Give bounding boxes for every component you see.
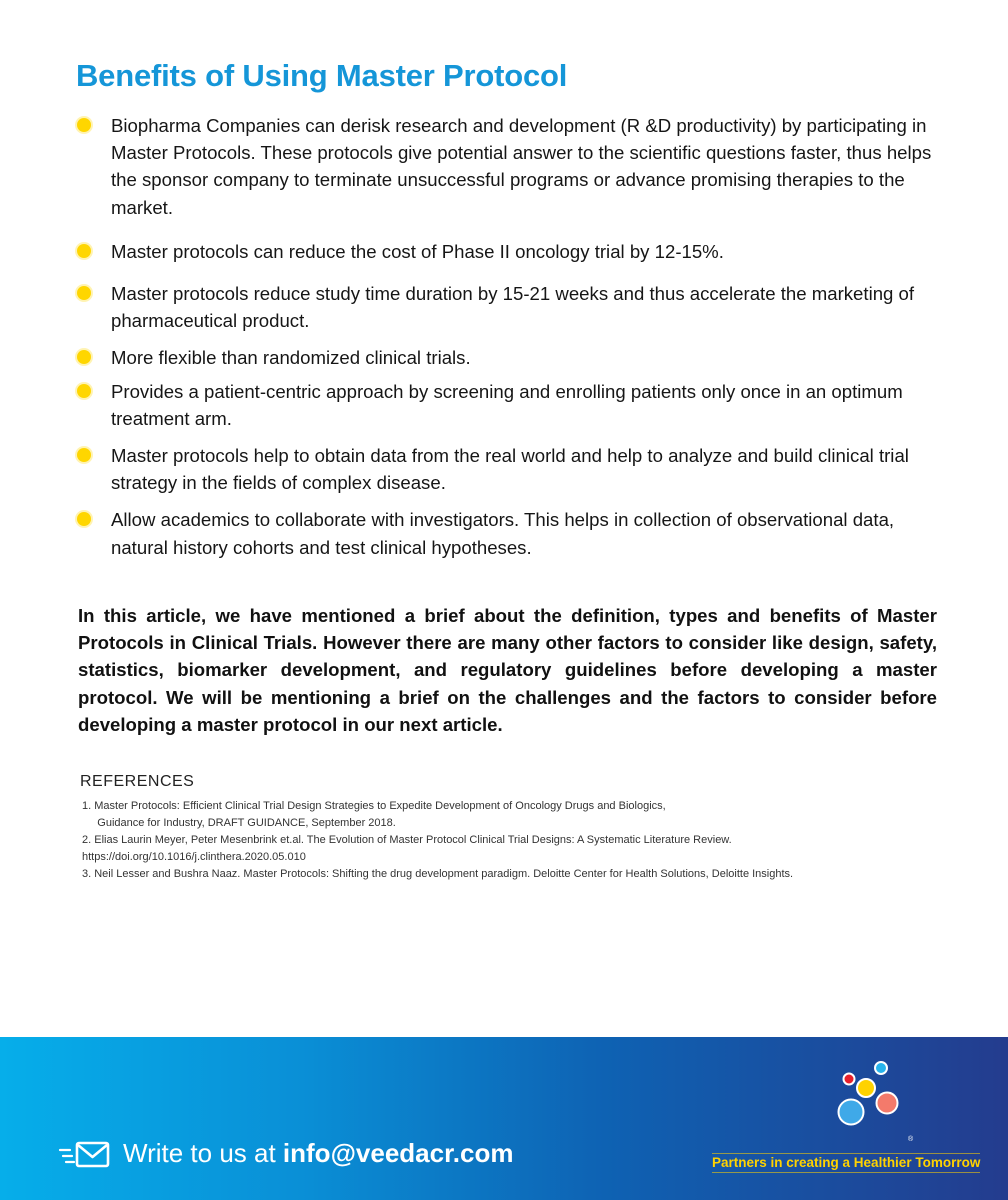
list-item-text: Biopharma Companies can derisk research and development (R &D productivity) by participating in Master Protocols. These protocols give potential answer to the scientific questions faster, thus helps the sponsor company to terminate unsuccessful programs or advance promising therapies to the market. [111, 115, 932, 218]
list-item-text: More flexible than randomized clinical trials. [111, 347, 471, 369]
bullet-dot-icon [77, 286, 91, 300]
references-heading: REFERENCES [80, 773, 195, 790]
reference-line: 3. Neil Lesser and Bushra Naaz. Master Protocols: Shifting the drug development paradigm. Deloitte Center for Health Solutions, Deloitte Insights. [82, 868, 794, 880]
list-item-text: Master protocols reduce study time duration by 15-21 weeks and thus accelerate the marketing of pharmaceutical product. [111, 283, 915, 332]
bullet-dot-icon [77, 118, 91, 132]
bullet-dot-icon [77, 350, 91, 364]
mail-icon [58, 1141, 112, 1169]
list-item-text: Master protocols help to obtain data from the real world and help to analyze and build clinical trial strategy in the fields of complex disease. [111, 445, 909, 494]
benefits-list [76, 112, 938, 561]
list-item [76, 112, 938, 221]
list-item-text: Provides a patient-centric approach by screening and enrolling patients only once in an optimum treatment arm. [111, 380, 903, 429]
reference-line: Guidance for Industry, DRAFT GUIDANCE, September 2018. [82, 817, 396, 829]
contact-line [123, 1138, 513, 1169]
logo-bubbles-icon [830, 1055, 910, 1135]
conclusion-paragraph: In this article, we have mentioned a brief about the definition, types and benefits of Master Protocols in Clinical Trials. However there are many other factors to consider like design, safety, statistics, biomarker development, and regulatory guidelines before developing a master protocol. We will be mentioning a brief on the challenges and the factors to consider before developing a master protocol in our next article. [78, 605, 937, 735]
reference-link[interactable]: https://doi.org/10.1016/j.clinthera.2020.05.010 [82, 851, 306, 863]
bullet-dot-icon [77, 512, 91, 526]
list-item [76, 506, 938, 560]
tagline: Partners in creating a Healthier Tomorrow [712, 1153, 980, 1173]
email-link[interactable]: info@veedacr.com [282, 1138, 514, 1168]
references-list [82, 798, 982, 883]
list-item-text: Allow academics to collaborate with investigators. This helps in collection of observational data, natural history cohorts and test clinical hypotheses. [111, 509, 895, 558]
contact-prefix: Write to us at [123, 1138, 283, 1168]
list-item [76, 344, 938, 371]
list-item [76, 378, 938, 432]
page-title: Benefits of Using Master Protocol [76, 58, 568, 93]
bullet-dot-icon [77, 384, 91, 398]
registered-mark: ® [908, 1136, 914, 1143]
list-item [76, 280, 938, 334]
reference-line: 1. Master Protocols: Efficient Clinical Trial Design Strategies to Expedite Development of Oncology Drugs and Biologics, [82, 800, 666, 812]
reference-line: 2. Elias Laurin Meyer, Peter Mesenbrink et.al. The Evolution of Master Protocol Clinical Trial Designs: A Systematic Literature Review. [82, 834, 732, 846]
list-item-text: Master protocols can reduce the cost of Phase II oncology trial by 12-15%. [111, 240, 724, 262]
bullet-dot-icon [77, 244, 91, 258]
list-item [76, 442, 938, 496]
bullet-dot-icon [77, 448, 91, 462]
list-item [76, 238, 938, 265]
